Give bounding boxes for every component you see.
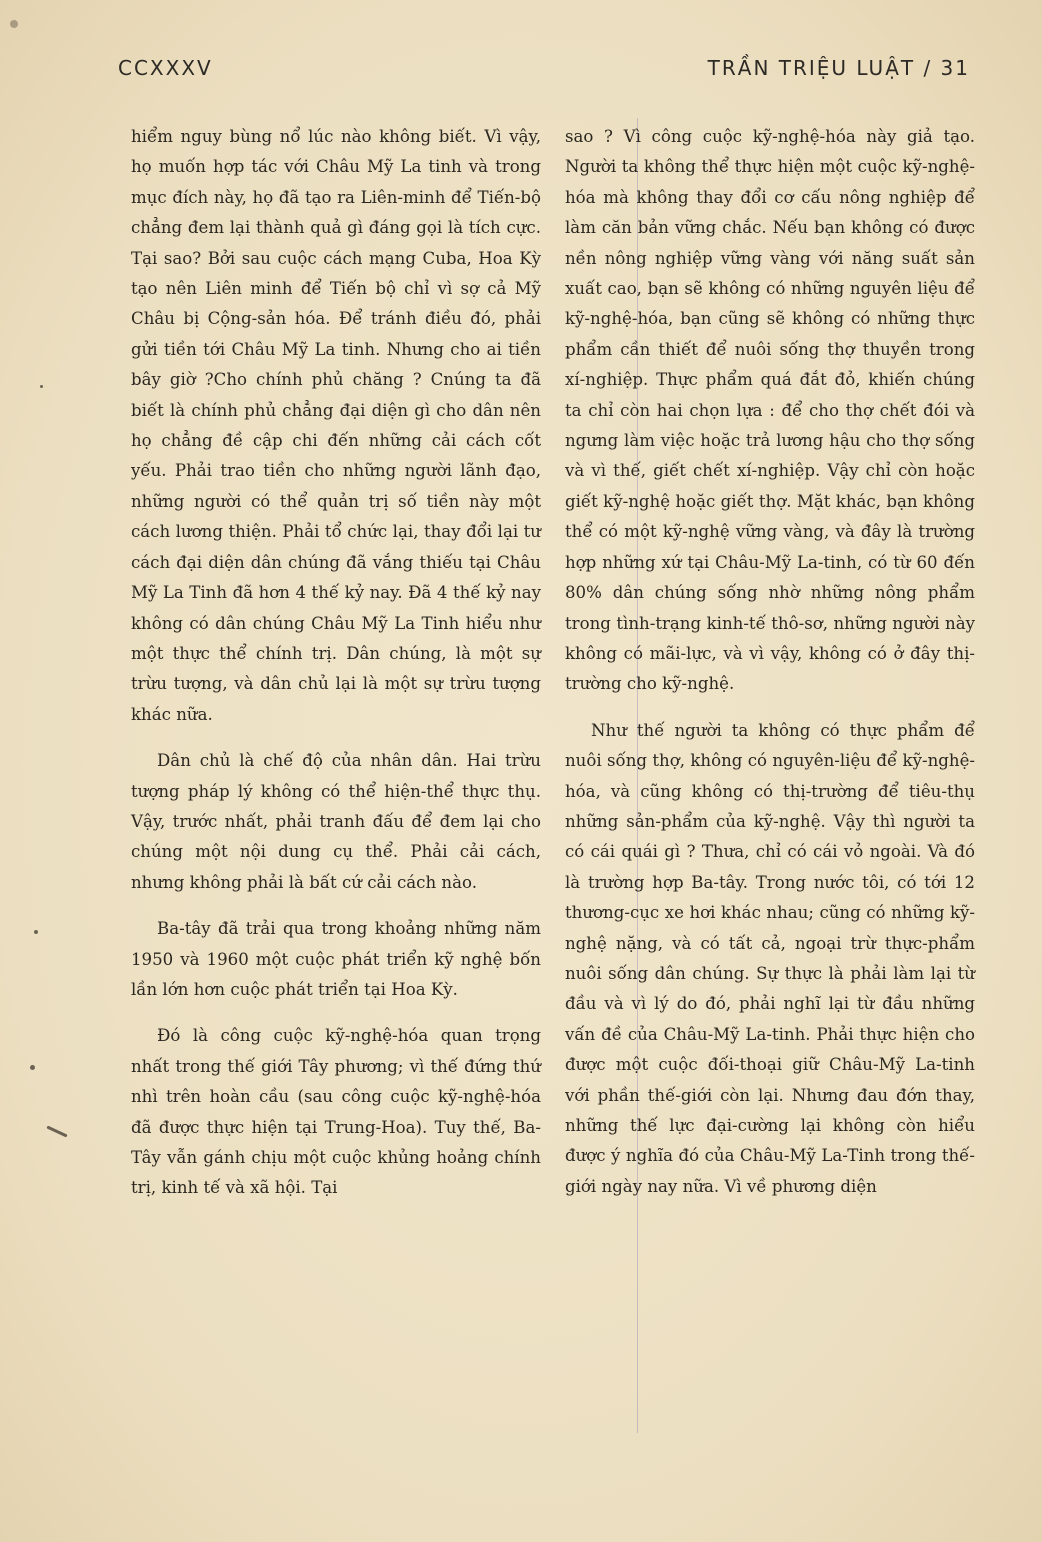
paper-speck [30, 1065, 35, 1070]
paragraph: sao ? Vì công cuộc kỹ-nghệ-hóa này giả tạo. Người ta không thể thực hiện một cuộc kỹ-nghệ-hóa mà không thay đổi cơ cấu nông nghiệp để làm căn bản vững chắc. Nếu bạn không có được nền nông nghiệp vững vàng với năng suất sản xuất cao, bạn sẽ không có những nguyên liệu để kỹ-nghệ-hóa, bạn cũng sẽ không có những thực phẩm cần thiết để nuôi sống thợ thuyền trong xí-nghiệp. Thực phẩm quá đắt đỏ, khiến chúng ta chỉ còn hai chọn lựa : để cho thợ chết đói và ngưng làm việc hoặc trả lương hậu cho thợ sống và vì thế, giết chết xí-nghiệp. Vậy chỉ còn hoặc giết kỹ-nghệ hoặc giết thợ. Mặt khác, bạn không thể có một kỹ-nghệ vững vàng, và đây là trường hợp những xứ tại Châu-Mỹ La-tinh, có từ 60 đến 80% dân chúng sống nhờ những nông phẩm trong tình-trạng kinh-tế thô-sơ, những người này không có mãi-lực, và vì vậy, không có ở đây thị-trường cho kỹ-nghệ. [565, 127, 975, 694]
paragraph: hiểm nguy bùng nổ lúc nào không biết. Vì vậy, họ muốn hợp tác với Châu Mỹ La tinh và trong mục đích này, họ đã tạo ra Liên-minh để Tiến-bộ chẳng đem lại thành quả gì đáng gọi là tích cực. Tại sao? Bởi sau cuộc cách mạng Cuba, Hoa Kỳ tạo nên Liên minh để Tiến bộ chỉ vì sợ cả Mỹ Châu bị Cộng-sản hóa. Để tránh điều đó, phải gửi tiền tới Châu Mỹ La tinh. Nhưng cho ai tiền bây giờ ?Cho chính phủ chăng ? Cnúng ta đã biết là chính phủ chẳng đại diện gì cho dân nên họ chẳng đề cập chi đến những cải cách cốt yếu. Phải trao tiền cho những người lãnh đạo, những người có thể quản trị số tiền này một cách lương thiện. Phải tổ chức lại, thay đổi lại tư cách đại diện dân chúng đã vắng thiếu tại Châu Mỹ La Tinh đã hơn 4 thế kỷ nay. Đã 4 thế kỷ nay không có dân chúng Châu Mỹ La Tinh hiểu như một thực thể chính trị. Dân chúng, là một sự trừu tượng, và dân chủ lại là một sự trừu tượng khác nữa. [131, 127, 541, 724]
running-header [118, 56, 970, 86]
left-column [131, 122, 541, 1220]
paragraph: Ba-tây đã trải qua trong khoảng những năm 1950 và 1960 một cuộc phát triển kỹ nghệ bốn lần lớn hơn cuộc phát triển tại Hoa Kỳ. [131, 919, 541, 999]
paper-speck [46, 1125, 67, 1137]
paragraph: Đó là công cuộc kỹ-nghệ-hóa quan trọng nhất trong thế giới Tây phương; vì thế đứng thứ nhì trên hoàn cầu (sau công cuộc kỹ-nghệ-hóa đã được thực hiện tại Trung-Hoa). Tuy thế, Ba-Tây vẫn gánh chịu một cuộc khủng hoảng chính trị, kinh tế và xã hội. Tại [131, 1026, 541, 1198]
chapter-number: CCXXXV [118, 56, 213, 80]
right-column [565, 122, 975, 1218]
paper-speck [34, 930, 38, 934]
paper-speck [40, 385, 43, 388]
paper-speck [10, 20, 18, 28]
paragraph: Như thế người ta không có thực phẩm để nuôi sống thợ, không có nguyên-liệu để kỹ-nghệ-hóa, và cũng không có thị-trường để tiêu-thụ những sản-phẩm của kỹ-nghệ. Vậy thì người ta có cái quái gì ? Thưa, chỉ có cái vỏ ngoài. Và đó là trường hợp Ba-tây. Trong nước tôi, có tới 12 thương-cục xe hơi khác nhau; cũng có những kỹ-nghệ nặng, và có tất cả, ngoại trừ thực-phẩm nuôi sống dân chúng. Sự thực là phải làm lại từ đầu và vì lý do đó, phải nghĩ lại từ đầu những vấn đề của Châu-Mỹ La-tinh. Phải thực hiện cho được một cuộc đối-thoại giữ Châu-Mỹ La-tinh với phần thế-giới còn lại. Nhưng đau đớn thay, những thế lực đại-cường lại không còn hiểu được ý nghĩa đó của Châu-Mỹ La-Tinh trong thế-giới ngày nay nữa. Vì về phương diện [565, 720, 975, 1196]
author-page-number: TRẦN TRIỆU LUẬT / 31 [707, 56, 970, 80]
paragraph: Dân chủ là chế độ của nhân dân. Hai trừu tượng pháp lý không có thể hiện-thể thực thụ. Vậy, trước nhất, phải tranh đấu để đem lại cho chúng một nội dung cụ thể. Phải cải cách, nhưng không phải là bất cứ cải cách nào. [131, 751, 541, 892]
